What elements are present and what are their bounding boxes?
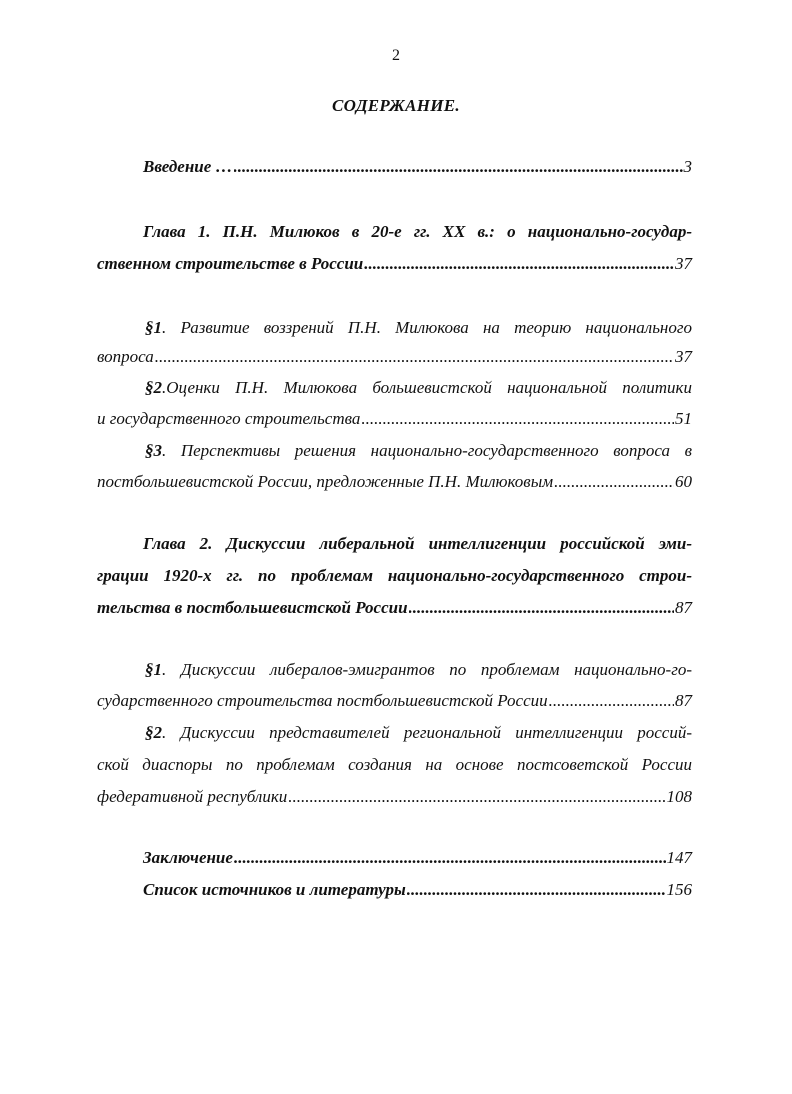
section-mark: §1 <box>145 318 162 337</box>
toc-ch1-s3-page: 60 <box>675 472 692 491</box>
toc-chapter-2-line-1: Глава 2. Дискуссии либеральной интеллигенции российской эми- <box>143 534 692 553</box>
dot-leader <box>554 472 674 492</box>
toc-chapter-1-line-2-text: ственном строительстве в России <box>97 254 364 273</box>
toc-chapter-2-line-3-text: тельства в постбольшевистской России <box>97 598 408 617</box>
dot-leader <box>364 254 674 274</box>
page-title: СОДЕРЖАНИЕ. <box>332 96 460 115</box>
toc-ch2-s2-line-3-text: федеративной республики <box>97 787 288 806</box>
toc-ch1-s3-line-1-rest: . Перспективы решения национально-государственного вопроса в <box>162 441 692 460</box>
toc-conclusion-page: 147 <box>666 848 692 867</box>
toc-intro-text: Введение … <box>143 157 233 176</box>
section-mark: §1 <box>145 660 162 679</box>
toc-ch1-s1-line-1-rest: . Развитие воззрений П.Н. Милюкова на теорию национального <box>162 318 692 337</box>
toc-ch2-s1-line-2-text: сударственного строительства постбольшевистской России <box>97 691 548 710</box>
dot-leader <box>234 157 683 177</box>
dot-leader <box>234 848 666 868</box>
toc-entry-conclusion[interactable] <box>143 848 692 868</box>
toc-ch1-s2-line-2 <box>97 409 692 429</box>
dot-leader <box>549 691 674 711</box>
toc-ch2-s1-line-1-rest: . Дискуссии либералов-эмигрантов по проблемам национально-го- <box>162 660 692 679</box>
toc-ch1-s1-line-2 <box>97 347 692 367</box>
toc-sources-text: Список источников и литературы <box>143 880 406 899</box>
toc-ch2-s2-line-1-rest: . Дискуссии представителей региональной интеллигенции россий- <box>162 723 692 742</box>
dot-leader <box>288 787 665 807</box>
toc-chapter-1-line-2 <box>97 254 692 274</box>
toc-ch2-s2-line-3 <box>97 787 692 807</box>
section-mark: §2 <box>145 723 162 742</box>
toc-chapter-2-line-2: грации 1920-х гг. по проблемам национально-государственного строи- <box>97 566 692 585</box>
section-mark: §2 <box>145 378 162 397</box>
page-number: 2 <box>392 47 400 64</box>
toc-ch2-s1-line-1 <box>145 660 692 680</box>
toc-ch1-s1-page: 37 <box>675 347 692 366</box>
toc-chapter-1-line-1: Глава 1. П.Н. Милюков в 20-е гг. XX в.: о национально-государ- <box>143 222 692 241</box>
toc-ch1-s2-page: 51 <box>675 409 692 428</box>
toc-ch1-s1-line-2-text: вопроса <box>97 347 154 366</box>
toc-ch2-s2-page: 108 <box>666 787 692 806</box>
toc-ch1-s3-line-2 <box>97 472 692 492</box>
toc-ch2-s1-page: 87 <box>675 691 692 710</box>
toc-conclusion-text: Заключение <box>143 848 233 867</box>
toc-ch1-s2-line-1 <box>145 378 692 398</box>
toc-ch2-s1-line-2 <box>97 691 692 711</box>
toc-intro-page: 3 <box>683 157 692 176</box>
toc-ch2-s2-line-2: ской диаспоры по проблемам создания на основе постсоветской России <box>97 755 692 774</box>
toc-ch1-s3-line-2-text: постбольшевистской России, предложенные П.Н. Милюковым <box>97 472 554 491</box>
dot-leader <box>409 598 674 618</box>
toc-ch1-s3-line-1 <box>145 441 692 461</box>
toc-ch1-s1-line-1 <box>145 318 692 338</box>
toc-chapter-2-line-3 <box>97 598 692 618</box>
dot-leader <box>407 880 666 900</box>
toc-chapter-1-page: 37 <box>675 254 692 273</box>
toc-ch1-s2-line-1-rest: .Оценки П.Н. Милюкова большевистской национальной политики <box>162 378 692 397</box>
toc-ch1-s2-line-2-text: и государственного строительства <box>97 409 361 428</box>
toc-sources-page: 156 <box>666 880 692 899</box>
toc-ch2-s2-line-1 <box>145 723 692 743</box>
toc-entry-intro[interactable] <box>143 157 692 177</box>
dot-leader <box>361 409 674 429</box>
dot-leader <box>155 347 674 367</box>
toc-chapter-2-page: 87 <box>675 598 692 617</box>
section-mark: §3 <box>145 441 162 460</box>
toc-entry-sources[interactable] <box>143 880 692 900</box>
